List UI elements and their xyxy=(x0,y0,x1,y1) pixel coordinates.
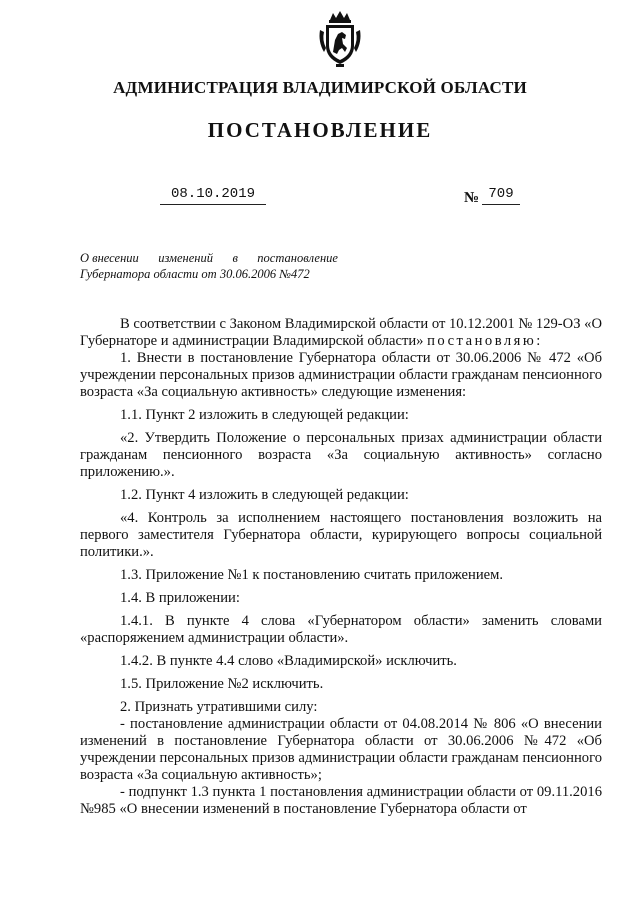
paragraph-2-b: - подпункт 1.3 пункта 1 постановления администрации области от 09.11.2016 №985 «О внесении изменений в постановление Губернатора области от xyxy=(80,784,602,817)
document-number: 709 xyxy=(482,186,520,205)
resolution-verb: постановляю: xyxy=(427,333,543,349)
paragraph-1-4-1: 1.4.1. В пункте 4 слова «Губернатором области» заменить словами «распоряжением администрации области». xyxy=(80,613,602,646)
paragraph-2-a: - постановление администрации области от 04.08.2014 № 806 «О внесении изменений в постановление Губернатора области от 30.06.2006 №472 «Об учреждении персональных призов администрации области гражданам пенсионного возраста «За социальную активность»; xyxy=(80,716,602,783)
organization-title: АДМИНИСТРАЦИЯ ВЛАДИМИРСКОЙ ОБЛАСТИ xyxy=(113,78,527,97)
intro-paragraph xyxy=(80,316,602,350)
subject-line-2: Губернатора области от 30.06.2006 №472 xyxy=(80,267,310,281)
subject-word: изменений xyxy=(158,251,214,265)
paragraph-1: 1. Внести в постановление Губернатора области от 30.06.2006 № 472 «Об учреждении персональных призов администрации области гражданам пенсионного возраста «За социальную активность» следующие изменения: xyxy=(80,350,602,400)
document-number-label: № xyxy=(464,190,480,206)
paragraph-1-4-2: 1.4.2. В пункте 4.4 слово «Владимирской» исключить. xyxy=(120,653,457,669)
subject-word: О внесении xyxy=(80,251,139,265)
paragraph-1-5: 1.5. Приложение №2 исключить. xyxy=(120,676,324,692)
paragraph-1-4: 1.4. В приложении: xyxy=(120,590,240,606)
paragraph-1-1-text: «2. Утвердить Положение о персональных призах администрации области гражданам пенсионного возраста «За социальную активность» согласно приложению.». xyxy=(80,430,602,480)
paragraph-2: 2. Признать утратившими силу: xyxy=(120,699,318,715)
document-date: 08.10.2019 xyxy=(160,186,266,205)
paragraph-1-2: 1.2. Пункт 4 изложить в следующей редакции: xyxy=(120,487,409,503)
coat-of-arms-icon xyxy=(316,10,364,68)
document-subject xyxy=(80,250,338,282)
document-type-title: ПОСТАНОВЛЕНИЕ xyxy=(207,118,433,142)
subject-line-1 xyxy=(80,250,338,266)
subject-word: в xyxy=(232,251,238,265)
paragraph-1-1: 1.1. Пункт 2 изложить в следующей редакции: xyxy=(120,407,409,423)
intro-text: В соответствии с Законом Владимирской области от 10.12.2001 № 129-ОЗ «О Губернаторе и администрации Владимирской области» xyxy=(80,316,602,349)
subject-word: постановление xyxy=(257,251,338,265)
paragraph-1-2-text: «4. Контроль за исполнением настоящего постановления возложить на первого заместителя Губернатора области, курирующего вопросы социальной политики.». xyxy=(80,510,602,560)
document-body xyxy=(80,316,602,818)
paragraph-1-3: 1.3. Приложение №1 к постановлению считать приложением. xyxy=(120,567,503,583)
